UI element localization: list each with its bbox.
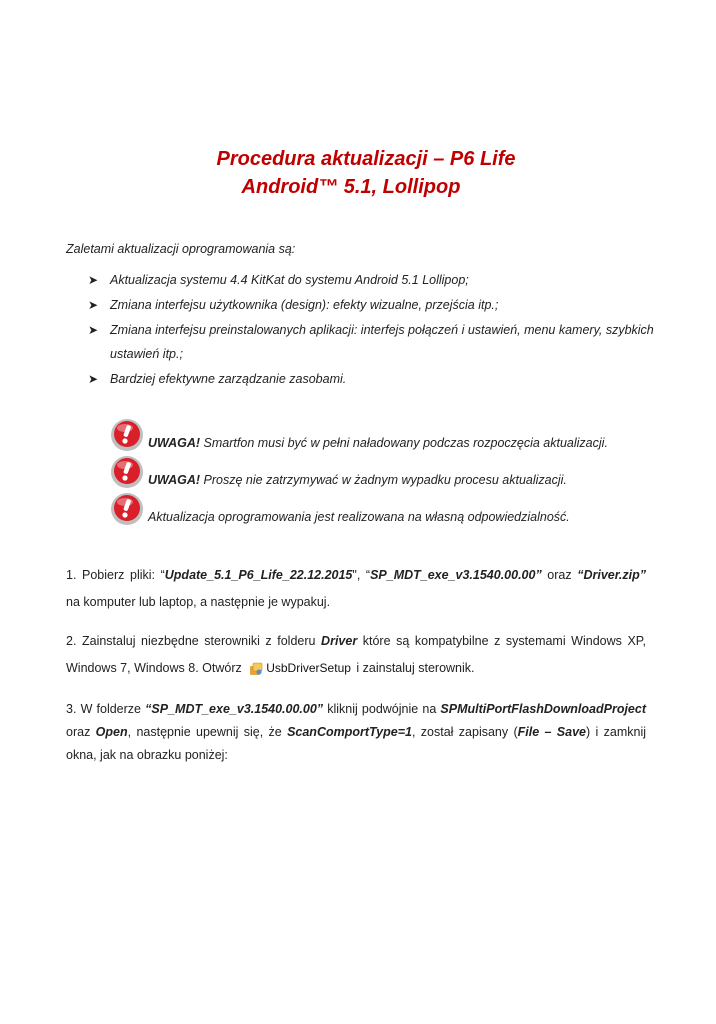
arrow-bullet-icon: ➤ <box>88 372 99 386</box>
warning-icon <box>110 418 144 452</box>
folder-name: Driver <box>321 634 358 648</box>
step-2: 2. Zainstaluj niezbędne sterowniki z folderu Driver które są kompatybilne z systemami Windows XP, Windows 7, Windows 8. Otwórz UsbDriverSetup i zainstaluj sterownik. <box>66 628 646 682</box>
step-3: 3. W folderze “SP_MDT_exe_v3.1540.00.00” kliknij podwójnie na SPMultiPortFlashDownloadProject oraz Open, następnie upewnij się, że ScanComportType=1, został zapisany (File – Save) i zamknij okna, jak na obrazku poniżej: <box>66 702 647 762</box>
list-item: ➤ Bardziej efektywne zarządzanie zasobami. <box>88 367 658 391</box>
warning-icon <box>110 492 144 526</box>
setup-icon <box>249 662 263 676</box>
warning-label: UWAGA! <box>148 436 201 450</box>
project-name: SPMultiPortFlashDownloadProject <box>440 702 646 716</box>
document-subtitle: Android™ 5.1, Lollipop <box>241 176 461 198</box>
arrow-bullet-icon: ➤ <box>88 273 99 287</box>
warning-item <box>110 492 650 528</box>
setting-name: ScanComportType=1 <box>287 725 412 739</box>
filename: SP_MDT_exe_v3.1540.00.00” <box>370 568 542 582</box>
arrow-bullet-icon: ➤ <box>88 323 99 337</box>
warning-icon <box>110 455 144 489</box>
filename: “Driver.zip” <box>577 568 647 582</box>
list-item: ➤ Zmiana interfejsu preinstalowanych aplikacji: interfejs połączeń i ustawień, menu kamery, szybkich ustawień itp.; <box>88 318 658 366</box>
warning-item <box>110 418 650 454</box>
usb-driver-setup-file <box>249 655 351 682</box>
folder-name: “SP_MDT_exe_v3.1540.00.00” <box>145 702 324 716</box>
intro-text: Zaletami aktualizacji oprogramowania są: <box>66 242 296 256</box>
filename: Update_5.1_P6_Life_22.12.2015 <box>164 568 353 582</box>
arrow-bullet-icon: ➤ <box>88 298 99 312</box>
list-item: ➤ Aktualizacja systemu 4.4 KitKat do systemu Android 5.1 Lollipop; <box>88 268 658 292</box>
list-item: ➤ Zmiana interfejsu użytkownika (design): efekty wizualne, przejścia itp.; <box>88 293 658 317</box>
setup-file-label: UsbDriverSetup <box>266 661 351 676</box>
warning-item <box>110 455 650 491</box>
step-1: 1. Pobierz pliki: “Update_5.1_P6_Life_22.12.2015", “SP_MDT_exe_v3.1540.00.00” oraz “Driver.zip” na komputer lub laptop, a następnie je wypakuj. <box>66 568 647 609</box>
benefits-list <box>88 268 658 392</box>
menu-path: File – Save <box>517 725 587 739</box>
open-action: Open <box>95 725 128 739</box>
warning-text: UWAGA! Proszę nie zatrzymywać w żadnym wypadku procesu aktualizacji. <box>148 473 567 487</box>
document-title: Procedura aktualizacji – P6 Life <box>216 148 516 170</box>
warning-text: Aktualizacja oprogramowania jest realizowana na własną odpowiedzialność. <box>148 510 570 524</box>
warning-label: UWAGA! <box>148 473 201 487</box>
warning-text: UWAGA! Smartfon musi być w pełni naładowany podczas rozpoczęcia aktualizacji. <box>148 436 608 450</box>
